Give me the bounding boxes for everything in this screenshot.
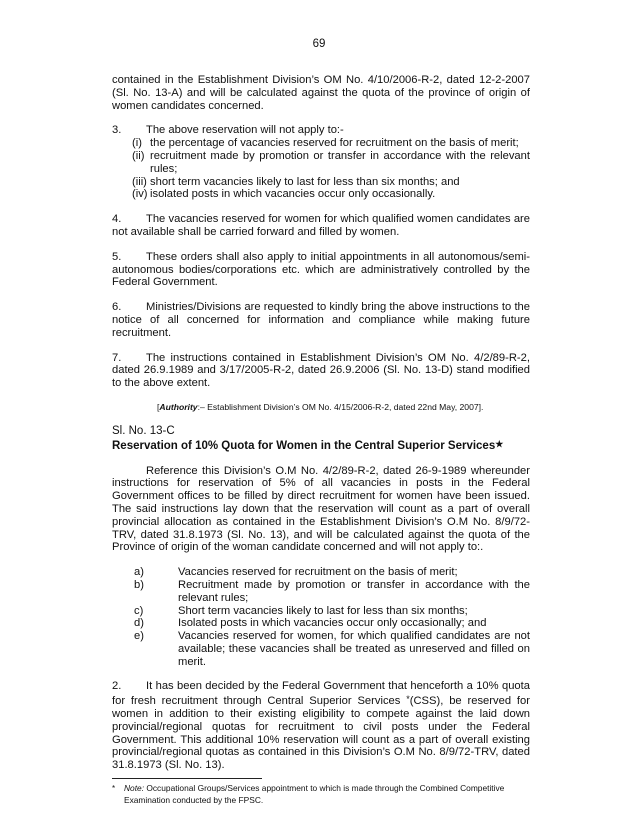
page-number: 69: [312, 38, 326, 50]
list-item: (i) the percentage of vacancies reserved for recruitment on the basis of merit;: [132, 137, 519, 150]
paragraph-5: 5. These orders shall also apply to initial appointments in all autonomous/semi-autonomous bodies/corporations etc. which are administratively controlled by the Federal Government.: [112, 250, 530, 289]
serial-number: Sl. No. 13-C: [112, 424, 175, 437]
footnote: * Note: Occupational Groups/Services appointment to which is made through the Combined Competitive Examination conducted by the FPSC.: [112, 783, 505, 805]
continuation-paragraph: contained in the Establishment Division’s OM No. 4/10/2006-R-2, dated 12-2-2007 (Sl. No. 13-A) and will be calculated against the quota of the province of origin of women candidates concerned.: [112, 74, 530, 112]
authority-citation: [Authority:– Establishment Division’s OM No. 4/15/2006-R-2, dated 22nd May, 2007].: [157, 401, 484, 412]
para-lead: The above reservation will not apply to:-: [146, 124, 344, 137]
list-item: (ii) recruitment made by promotion or transfer in accordance with the relevant rules;: [132, 149, 530, 175]
section-heading: Reservation of 10% Quota for Women in the Central Superior Services★: [112, 438, 504, 452]
footnote-divider: [112, 778, 262, 779]
paragraph-3: [112, 124, 530, 201]
list-item: a) Vacancies reserved for recruitment on the basis of merit;: [134, 566, 458, 579]
list-item: (iii) short term vacancies likely to last for less than six months; and: [132, 175, 460, 188]
footnote-symbol: *: [112, 784, 116, 794]
paragraph-7: 7. The instructions contained in Establishment Division’s OM No. 4/2/89-R-2, dated 26.9.1989 and 3/17/2005-R-2, dated 26.9.2006 (Sl. No. 13-D) stand modified to the above extent.: [112, 351, 530, 390]
reference-paragraph: Reference this Division’s O.M No. 4/2/89-R-2, dated 26-9-1989 whereunder instructions for reservation of 5% of all vacancies in posts in the Federal Government offices to be filled by direct recruitment for women have been issued. The said instructions lay down that the reservation will count as a part of overall provincial allocation as contained in the Establishment Division’s O.M No. 8/9/72-TRV, dated 31.8.1973 (Sl. No. 13), and will be calculated against the quota of the Province of origin of the woman candidate concerned and will not apply to:.: [112, 464, 530, 554]
paragraph-2: 2. It has been decided by the Federal Government that henceforth a 10% quota for fresh recruitment through Central Superior Services *(CSS), be reserved for women in addition to their existing eligibility to compete against the laid down provincial/regional quotas for recruitment to civil posts under the Federal Government. This additional 10% reservation will count as a part of overall existing provincial/regional quotas as contained in this Division’s O.M No. 8/9/72-TRV, dated 31.8.1973 (Sl. No. 13).: [112, 680, 530, 772]
paragraph-6: 6. Ministries/Divisions are requested to kindly bring the above instructions to the notice of all concerned for information and compliance while making future recruitment.: [112, 301, 530, 339]
star-icon: ★: [495, 438, 504, 449]
para-number: 3.: [112, 124, 122, 137]
list-item: c) Short term vacancies likely to last for less than six months;: [134, 604, 468, 617]
paragraph-4: 4. The vacancies reserved for women for which qualified women candidates are not available shall be carried forward and filled by women.: [112, 213, 530, 238]
alpha-list: [112, 566, 530, 668]
list-item: (iv) isolated posts in which vacancies occur only occasionally.: [132, 188, 436, 201]
list-item: b) Recruitment made by promotion or transfer in accordance with the relevant rules;: [134, 578, 530, 604]
list-item: d) Isolated posts in which vacancies occur only occasionally; and: [134, 617, 487, 630]
footnote-marker: *: [406, 694, 410, 705]
document-body: [112, 74, 530, 806]
list-item: e) Vacancies reserved for women, for which qualified candidates are not available; these vacancies shall be treated as unreserved and filled on merit.: [134, 630, 530, 668]
